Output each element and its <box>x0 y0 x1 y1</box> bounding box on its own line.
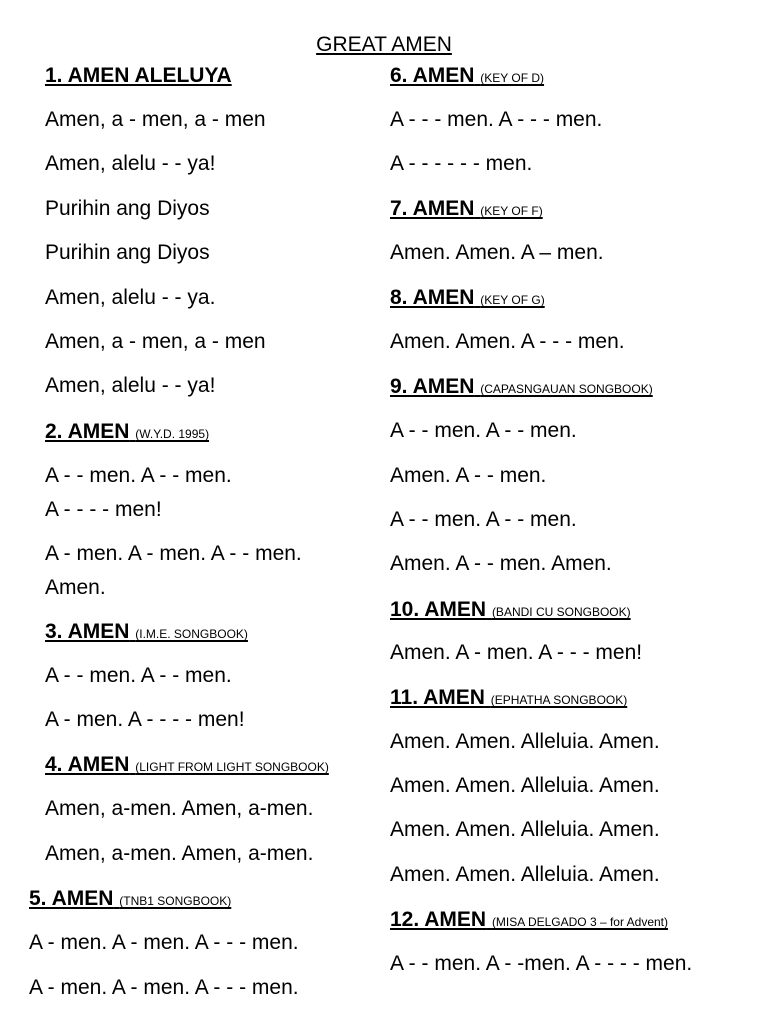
lyric-line: A - - men. A - - men. <box>45 664 232 687</box>
section-note: (W.Y.D. 1995) <box>135 427 210 441</box>
section-heading <box>45 419 209 447</box>
lyric-line: A - men. A - men. A - - - men. <box>29 931 299 954</box>
right-column <box>390 0 768 1024</box>
section-title: 1. AMEN ALELUYA <box>45 64 232 87</box>
section-title: 8. AMEN <box>390 286 475 309</box>
section-heading <box>390 374 653 402</box>
lyric-line: Amen, a - men, a - men <box>45 330 266 353</box>
lyric-line: A - - - men. A - - - men. <box>390 108 603 131</box>
section-heading <box>390 597 631 625</box>
lyric-line: Amen. Amen. A – men. <box>390 241 604 264</box>
lyric-line: A - men. A - men. A - - men. <box>45 542 302 565</box>
section-heading <box>390 196 543 224</box>
lyric-line: A - men. A - - - - men! <box>45 708 245 731</box>
lyric-line: A - - - - - - men. <box>390 152 533 175</box>
lyric-line: A - - men. A - - men. <box>390 419 577 442</box>
section-title: 3. AMEN <box>45 620 130 643</box>
lyric-line: Amen. Amen. Alleluia. Amen. <box>390 818 660 841</box>
section-heading <box>45 752 329 780</box>
section-heading <box>390 685 627 713</box>
lyric-line: Amen. A - - men. Amen. <box>390 552 612 575</box>
lyric-line: A - - men. A - -men. A - - - - men. <box>390 952 693 975</box>
section-note: (KEY OF G) <box>480 293 545 307</box>
lyric-line: Amen, alelu - - ya! <box>45 152 216 175</box>
lyric-line: A - men. A - men. A - - - men. <box>29 976 299 999</box>
page-title: GREAT AMEN <box>316 33 452 56</box>
lyric-line: Amen, a - men, a - men <box>45 108 266 131</box>
section-note: (CAPASNGAUAN SONGBOOK) <box>480 382 653 396</box>
section-note: (BANDI CU SONGBOOK) <box>491 605 631 619</box>
section-title: 2. AMEN <box>45 420 130 443</box>
lyric-line: A - - men. A - - men. <box>390 508 577 531</box>
lyric-line: Amen, alelu - - ya. <box>45 286 216 309</box>
section-title: 6. AMEN <box>390 64 475 87</box>
section-title: 5. AMEN <box>29 887 114 910</box>
section-title: 7. AMEN <box>390 197 475 220</box>
section-note: (I.M.E. SONGBOOK) <box>135 627 248 641</box>
section-note: (MISA DELGADO 3 – for Advent) <box>491 915 669 929</box>
section-title: 10. AMEN <box>390 598 487 621</box>
lyric-line: Amen, a-men. Amen, a-men. <box>45 842 314 865</box>
lyric-line: A - - - - men! <box>45 498 162 521</box>
section-heading <box>390 907 668 935</box>
section-title: 4. AMEN <box>45 753 130 776</box>
section-note: (KEY OF D) <box>480 71 545 85</box>
section-heading <box>45 619 248 647</box>
section-note: (EPHATHA SONGBOOK) <box>490 693 628 707</box>
section-note: (LIGHT FROM LIGHT SONGBOOK) <box>135 760 329 774</box>
left-column <box>0 0 380 1024</box>
lyric-line: Amen, alelu - - ya! <box>45 374 216 397</box>
section-note: (TNB1 SONGBOOK) <box>119 894 232 908</box>
lyric-line: Purihin ang Diyos <box>45 197 210 220</box>
lyric-line: Purihin ang Diyos <box>45 241 210 264</box>
lyric-line: Amen. Amen. Alleluia. Amen. <box>390 730 660 753</box>
lyric-line: Amen. A - men. A - - - men! <box>390 641 643 664</box>
section-heading <box>45 63 232 89</box>
lyric-line: A - - men. A - - men. <box>45 464 232 487</box>
section-heading <box>390 63 544 91</box>
lyric-line: Amen. Amen. Alleluia. Amen. <box>390 863 660 886</box>
section-title: 11. AMEN <box>390 686 485 709</box>
lyric-line: Amen. Amen. A - - - men. <box>390 330 625 353</box>
section-title: 9. AMEN <box>390 375 475 398</box>
section-title: 12. AMEN <box>390 908 487 931</box>
section-heading <box>29 886 231 914</box>
lyric-line: Amen, a-men. Amen, a-men. <box>45 797 314 820</box>
lyric-line: Amen. Amen. Alleluia. Amen. <box>390 774 660 797</box>
section-heading <box>390 285 545 313</box>
section-note: (KEY OF F) <box>480 204 543 218</box>
lyric-line: Amen. <box>45 576 106 599</box>
lyric-line: Amen. A - - men. <box>390 464 547 487</box>
